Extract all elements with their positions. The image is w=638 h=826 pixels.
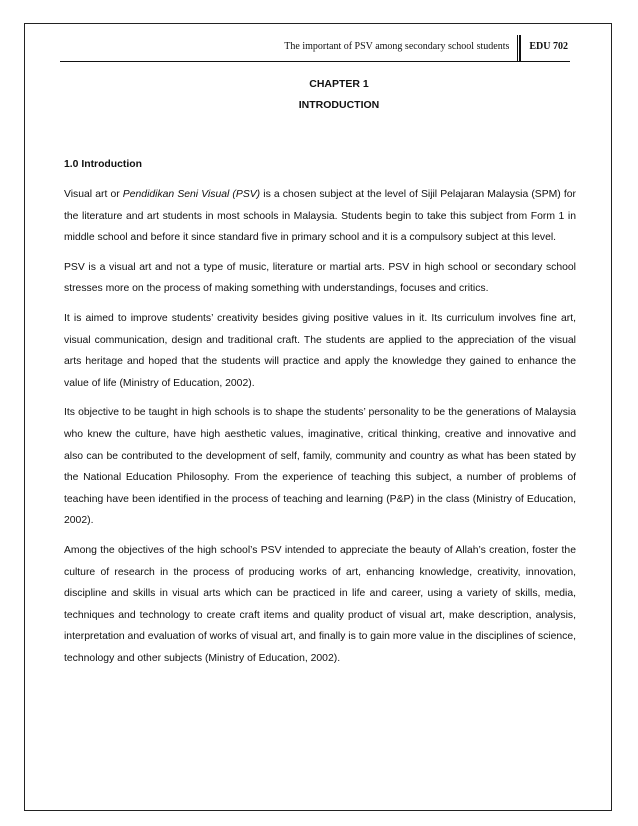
paragraph-1 xyxy=(64,184,576,249)
body-content xyxy=(64,157,576,677)
header-rule xyxy=(60,61,570,62)
chapter-number: CHAPTER 1 xyxy=(309,78,369,90)
paragraph-3: It is aimed to improve students’ creativity besides giving positive values in it. Its curriculum involves fine art, visual communication, design and traditional craft. The students are applied to the appreciation of the visual arts heritage and hoped that the students will practice and apply the knowledge they gained to enhance the value of life (Ministry of Education, 2002). xyxy=(64,312,576,389)
page-header xyxy=(284,35,568,61)
header-title: The important of PSV among secondary school students xyxy=(284,41,510,52)
section-heading: 1.0 Introduction xyxy=(64,159,142,170)
paragraph-1-lead: Visual art or xyxy=(64,189,123,200)
paragraph-1-italic-term: Pendidikan Seni Visual (PSV) xyxy=(122,189,261,200)
paragraph-5: Among the objectives of the high school’s PSV intended to appreciate the beauty of Allah’s creation, foster the culture of research in the process of producing works of art, enhancing knowledge, creativity, innovation, discipline and skills in visual arts which can be practiced in life and career, using a variety of skills, media, techniques and technology to create craft items and quality product of visual art, make description, analysis, interpretation and evaluation of works of visual art, and finally is to gain more value in the disciplines of science, technology and other subjects (Ministry of Education, 2002). xyxy=(64,544,576,664)
chapter-title: INTRODUCTION xyxy=(298,99,380,111)
paragraph-1-rest: is a chosen subject at the level of Sijil Pelajaran Malaysia (SPM) for the literature and art students in most schools in Malaysia. Students begin to take this subject from Form 1 in middle school and before it since standard five in primary school and it is a compulsory subject at this level. xyxy=(64,189,577,244)
paragraph-4: Its objective to be taught in high schools is to shape the students’ personality to be the generations of Malaysia who knew the culture, have high aesthetic values, imaginative, critical thinking, creative and innovative and also can be contributed to the development of self, family, community and country as what has been stated by the National Education Philosophy. From the experience of teaching this subject, a number of problems of teaching have been identified in the process of teaching and learning (P&P) in the class (Ministry of Education, 2002). xyxy=(64,407,576,527)
header-course-code: EDU 702 xyxy=(529,41,568,52)
paragraph-2: PSV is a visual art and not a type of music, literature or martial arts. PSV in high school or secondary school stresses more on the process of making something with understandings, focuses and critics. xyxy=(64,261,576,295)
